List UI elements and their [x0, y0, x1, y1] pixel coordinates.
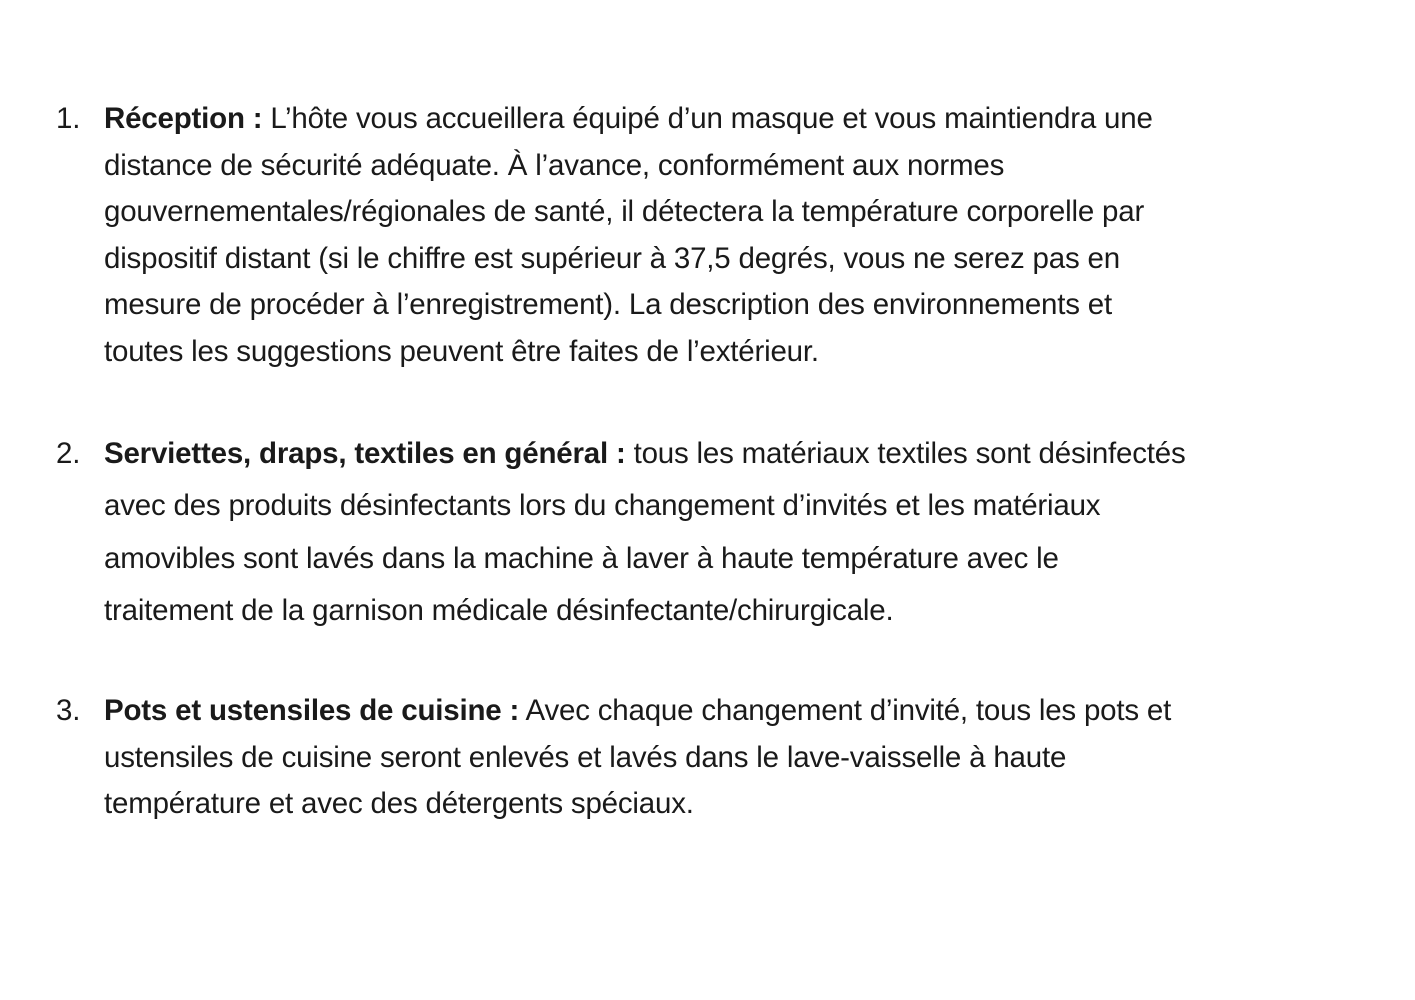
list-item-text — [104, 96, 1356, 376]
text-line: ustensiles de cuisine seront enlevés et lavés dans le lave-vaisselle à haute — [104, 740, 1067, 774]
list-number: 2. — [56, 437, 81, 470]
text-line: avec des produits désinfectants lors du changement d’invités et les matériaux — [104, 489, 1101, 523]
text-line: mesure de procéder à l’enregistrement). La description des environnements et — [104, 288, 1113, 322]
text-fragment: Avec chaque changement d’invité, tous les pots et — [519, 694, 1172, 727]
text-fragment: L’hôte vous accueillera équipé d’un masque et vous maintiendra une — [262, 102, 1153, 135]
text-line: traitement de la garnison médicale désinfectante/chirurgicale. — [104, 594, 894, 628]
text-line: amovibles sont lavés dans la machine à laver à haute température avec le — [104, 541, 1059, 575]
list-number: 3. — [56, 694, 81, 727]
list-item-text — [104, 428, 1356, 638]
text-line — [104, 428, 1356, 480]
list-item-term: Réception : — [104, 102, 263, 135]
text-fragment: tous les matériaux textiles sont désinfectés — [625, 437, 1186, 470]
text-line — [104, 688, 1356, 735]
list-item-kitchenware — [56, 688, 1356, 828]
list-number: 1. — [56, 102, 81, 135]
list-item-textiles — [56, 428, 1356, 638]
text-line: température et avec des détergents spéciaux. — [104, 787, 694, 821]
list-item-term: Pots et ustensiles de cuisine : — [104, 694, 520, 727]
text-line: toutes les suggestions peuvent être faites de l’extérieur. — [104, 334, 819, 368]
text-line: gouvernementales/régionales de santé, il détectera la température corporelle par — [104, 195, 1145, 229]
list-item-term: Serviettes, draps, textiles en général : — [104, 437, 626, 470]
text-line: distance de sécurité adéquate. À l’avance, conformément aux normes — [104, 148, 1005, 182]
list-item-text — [104, 688, 1356, 828]
list-item-reception — [56, 96, 1356, 376]
text-line: dispositif distant (si le chiffre est supérieur à 37,5 degrés, vous ne serez pas en — [104, 241, 1120, 275]
text-line — [104, 96, 1356, 143]
